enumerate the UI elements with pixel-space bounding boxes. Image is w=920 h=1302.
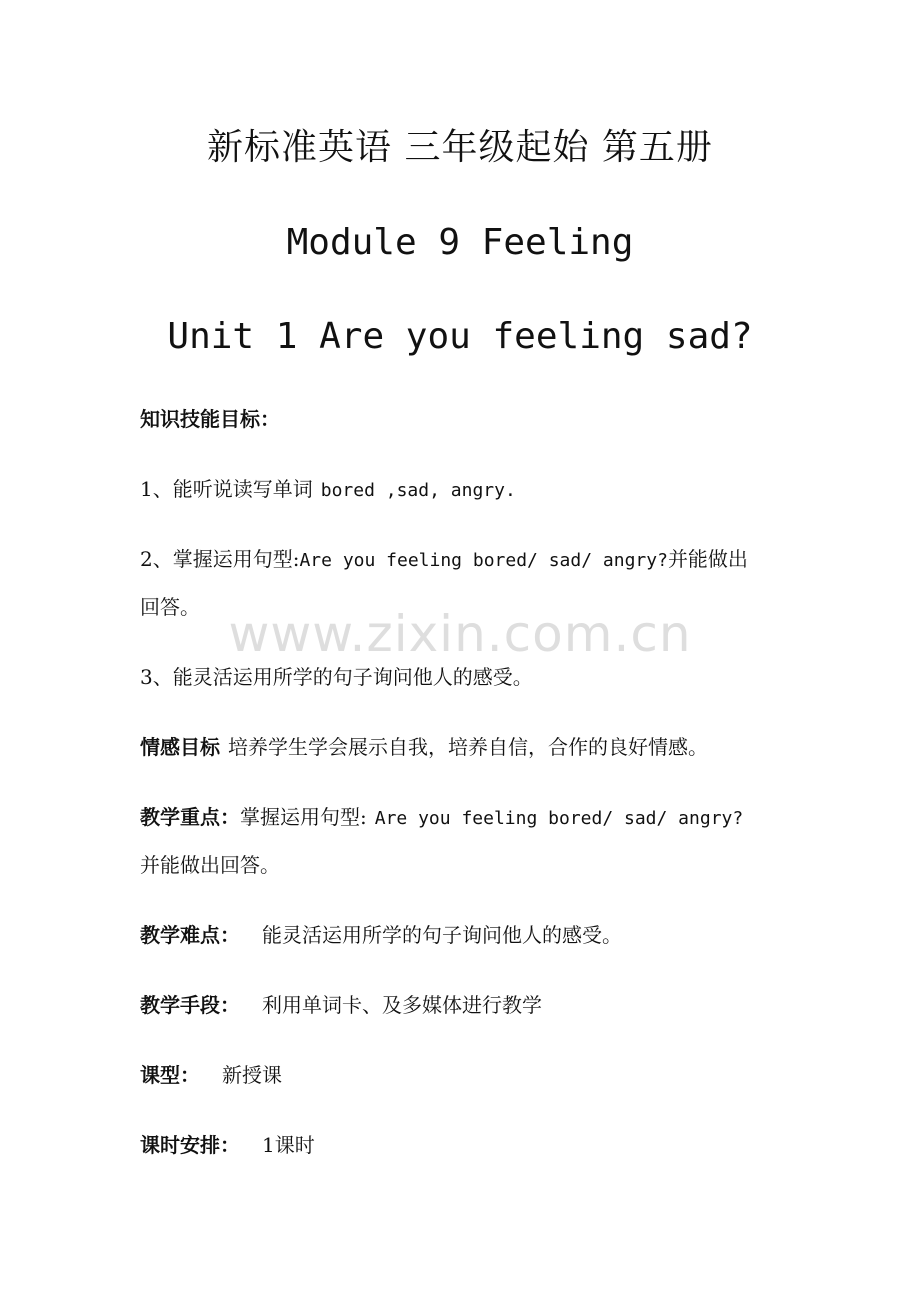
emotion-label: 情感目标 (140, 735, 220, 759)
key-point-label: 教学重点： (140, 805, 240, 829)
teaching-difficulty (140, 920, 820, 950)
key-point-continued: 并能做出回答。 (140, 853, 280, 877)
module-title: Module 9 Feeling (286, 222, 634, 263)
item-2-sentence: Are you feeling bored/ sad/ angry? (299, 550, 668, 571)
difficulty-text: 能灵活运用所学的句子询问他人的感受。 (262, 923, 622, 947)
item-1-words: bored ,sad, angry. (320, 480, 516, 501)
item-1-text: 1、能听说读写单词 (140, 477, 313, 501)
lesson-schedule (140, 1130, 820, 1160)
knowledge-item-2-continued: 回答。 (140, 595, 200, 619)
lesson-type (140, 1060, 820, 1090)
knowledge-item-3: 3、能灵活运用所学的句子询问他人的感受。 (140, 665, 533, 689)
schedule-label: 课时安排： (140, 1133, 240, 1157)
means-label: 教学手段： (140, 993, 240, 1017)
key-point (140, 802, 820, 834)
emotion-goal (140, 732, 820, 762)
item-2-prefix: 2、掌握运用句型: (140, 547, 300, 571)
knowledge-item-1 (140, 474, 820, 506)
item-2-suffix: 并能做出 (667, 547, 748, 571)
key-point-sentence: Are you feeling bored/ sad/ angry? (374, 808, 744, 829)
teaching-means (140, 990, 820, 1020)
lesson-type-text: 新授课 (222, 1063, 282, 1087)
knowledge-item-2 (140, 544, 820, 576)
means-text: 利用单词卡、及多媒体进行教学 (262, 993, 542, 1017)
key-point-prefix: 掌握运用句型: (240, 805, 367, 829)
document-title: 新标准英语 三年级起始 第五册 (207, 127, 713, 168)
difficulty-label: 教学难点： (140, 923, 240, 947)
knowledge-heading: 知识技能目标： (140, 407, 280, 431)
watermark: www.zixin.com.cn (228, 605, 692, 663)
lesson-type-label: 课型： (140, 1063, 200, 1087)
emotion-text: 培养学生学会展示自我，培养自信，合作的良好情感。 (228, 735, 708, 759)
schedule-text: 1课时 (262, 1133, 315, 1157)
unit-title: Unit 1 Are you feeling sad? (167, 316, 753, 357)
